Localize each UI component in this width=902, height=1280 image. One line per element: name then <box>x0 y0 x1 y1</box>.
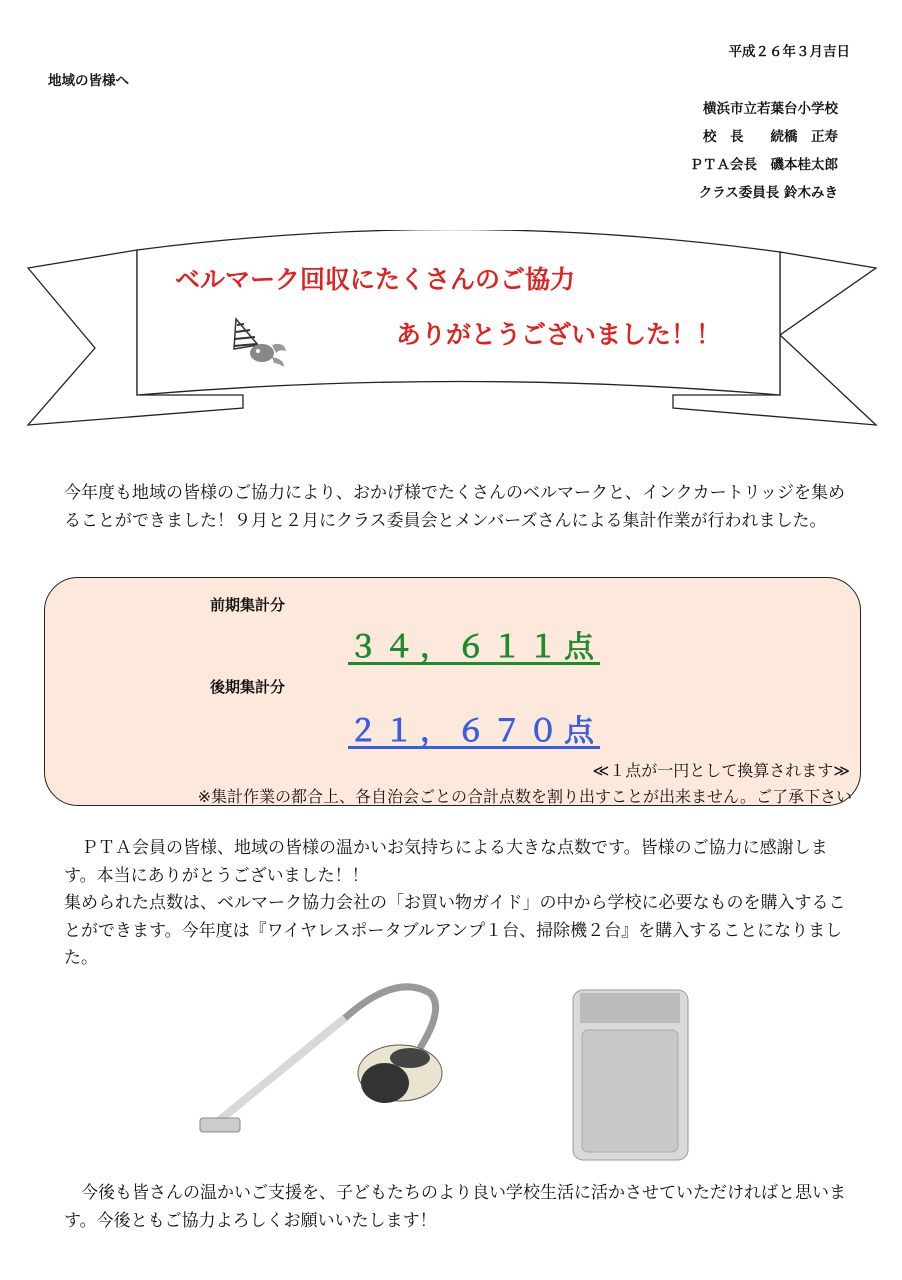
sender-school: 横浜市立若葉台小学校 <box>703 101 838 117</box>
second-half-value: ２１，６７０点 <box>348 714 600 749</box>
disclaimer: ※集計作業の都合上、各自治会ごとの合計点数を割り出すことが出来ません。ご了承下さい <box>197 787 852 806</box>
sender-block <box>690 95 839 207</box>
sender-principal: 校 長 続橋 正寿 <box>703 129 838 145</box>
vacuum-cleaner-image <box>195 978 445 1148</box>
portable-amplifier-image <box>568 985 693 1165</box>
closing-paragraph: 今後も皆さんの温かいご支援を、子どもたちのより良い学校生活に活かさせていただければと思います。今後ともご協力よろしくお願いいたします！ <box>64 1183 846 1231</box>
sender-class-chair: クラス委員長 鈴木みき <box>698 185 838 201</box>
hermit-crab-icon <box>228 315 292 371</box>
thanks-p1: ＰＴＡ会員の皆様、地域の皆様の温かいお気持ちによる大きな点数です。皆様のご協力に感謝します。本当にありがとうございました！！ <box>64 838 828 886</box>
first-half-value: ３４，６１１点 <box>348 630 600 665</box>
second-half-label: 後期集計分 <box>210 678 286 696</box>
banner-line1: ベルマーク回収にたくさんのご協力 <box>175 265 576 294</box>
sender-pta-chair: ＰＴＡ会長 磯本桂太郎 <box>689 157 838 173</box>
addressee: 地域の皆様へ <box>48 73 129 89</box>
intro-paragraph: 今年度も地域の皆様のご協力により、おかげ様でたくさんのベルマークと、インクカートリッジを集めることができました！９月と２月にクラス委員会とメンバーズさんによる集計作業が行われました。 <box>64 483 845 531</box>
thanks-p2: 集められた点数は、ベルマーク協力会社の「お買い物ガイド」の中から学校に必要なものを購入することができます。今年度は『ワイヤレスポータブルアンプ１台、掃除機２台』を購入することになりました。 <box>64 893 846 968</box>
date: 平成２６年３月吉日 <box>728 44 850 60</box>
first-half-label: 前期集計分 <box>210 596 286 614</box>
conversion-note: ≪１点が一円として換算されます≫ <box>592 761 850 780</box>
thanks-paragraph <box>64 835 856 973</box>
banner-line2: ありがとうございました！！ <box>396 320 722 349</box>
